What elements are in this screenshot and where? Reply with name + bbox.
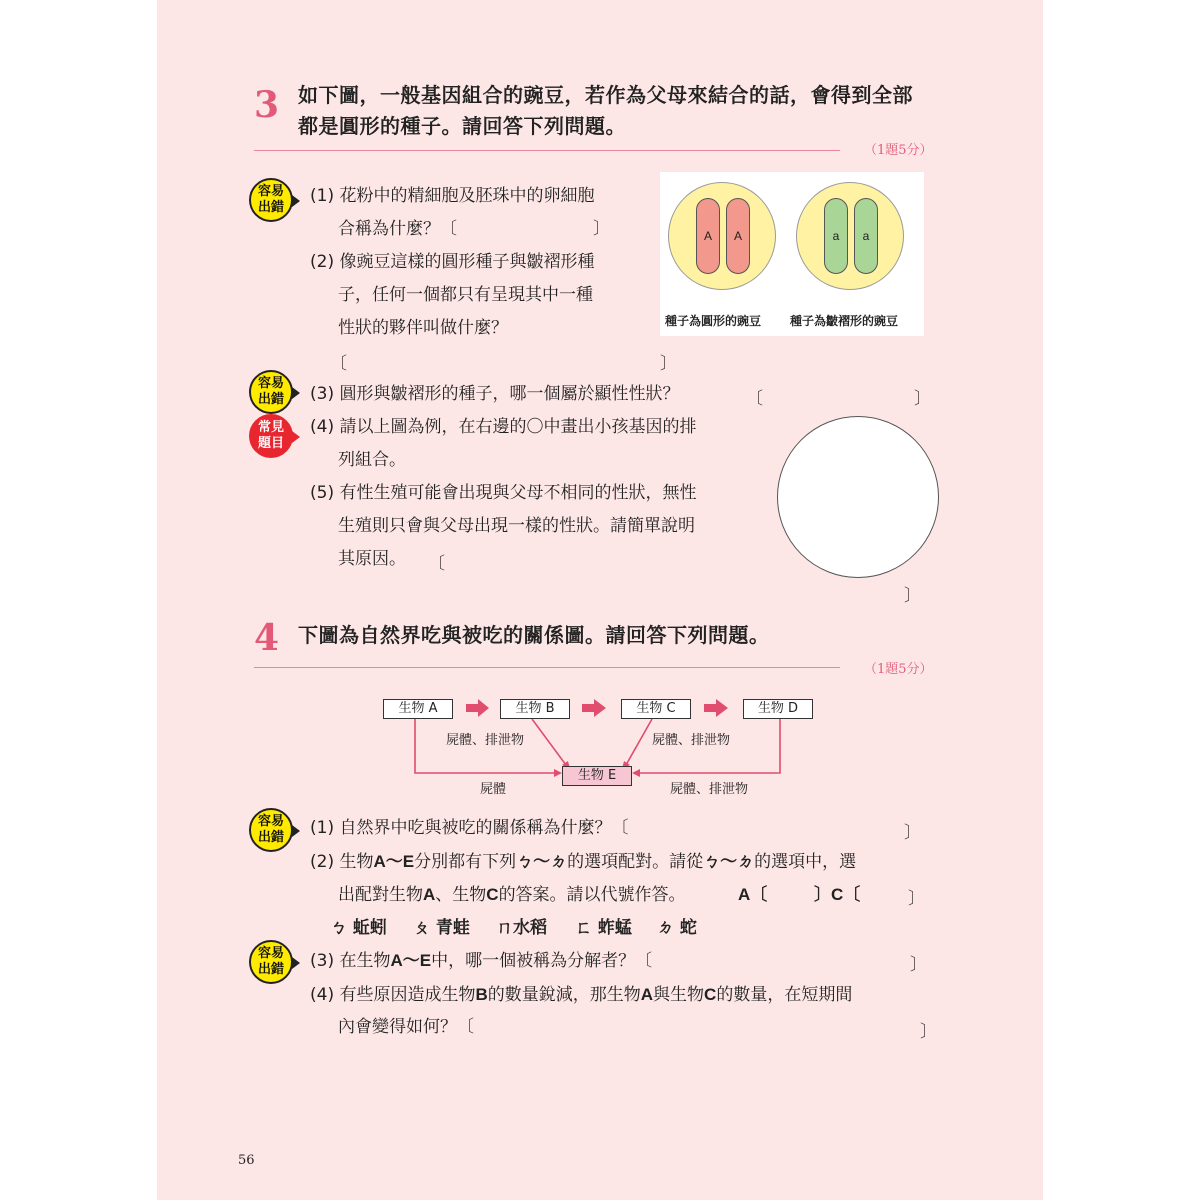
answer-bracket-open: 〔 — [428, 554, 445, 574]
question-4-divider — [254, 667, 840, 668]
easy-mistake-badge: 容易 出錯 — [249, 178, 293, 222]
round-pea-caption: 種子為圓形的豌豆 — [665, 314, 762, 328]
common-question-badge: 常見 題目 — [249, 414, 293, 458]
organism-a-box: 生物 A — [383, 699, 453, 719]
wrinkled-pea-cell — [796, 182, 904, 290]
chromosome-A: A — [696, 198, 720, 274]
q3-item-2-line2: 子，任何一個都只有呈現其中一種 — [338, 285, 593, 305]
question-3-number: 3 — [254, 84, 280, 126]
option-f: ㄈ 蚱蜢 — [575, 918, 632, 938]
question-4-title: 下圖為自然界吃與被吃的關係圖。請回答下列問題。 — [298, 623, 770, 647]
organism-d-box: 生物 D — [743, 699, 813, 719]
question-3-score: （1題5分） — [864, 143, 933, 158]
answer-drawing-circle[interactable] — [777, 416, 939, 578]
q4-item-1: (1) 自然界中吃與被吃的關係稱為什麼？〔 — [310, 818, 629, 838]
q3-item-5-line1: (5) 有性生殖可能會出現與父母不相同的性狀，無性 — [310, 483, 697, 503]
organism-c-box: 生物 C — [621, 699, 691, 719]
arrowhead — [554, 769, 562, 777]
q3-item-5-line3: 其原因。 — [338, 549, 406, 569]
q4-item-4-line1: (4) 有些原因造成生物B的數量銳減，那生物A與生物C的數量，在短期間 — [310, 985, 853, 1005]
question-3-title-line1: 如下圖，一般基因組合的豌豆，若作為父母來結合的話，會得到全部 — [298, 83, 913, 107]
answer-bracket-close: 〕 — [910, 955, 927, 975]
q4-item-2-line2: 出配對生物A、生物C的答案。請以代號作答。 — [338, 885, 686, 905]
page-number: 56 — [238, 1153, 255, 1168]
question-4-number: 4 — [254, 617, 280, 659]
flow-label: 屍體、排泄物 — [652, 733, 731, 748]
q3-item-2-line1: (2) 像豌豆這樣的圓形種子與皺褶形種 — [310, 252, 595, 272]
chromosome-a: a — [824, 198, 848, 274]
pea-gene-figure — [660, 172, 924, 336]
eats-arrow — [466, 699, 489, 717]
flow-line-c-to-e — [626, 719, 652, 765]
q4-item-2-line1: (2) 生物A～E分別都有下列ㄅ～ㄉ的選項配對。請從ㄅ～ㄉ的選項中，選 — [310, 852, 857, 872]
q4-item-2-answer-a: A〔 — [738, 885, 768, 904]
easy-mistake-badge: 容易 出錯 — [249, 940, 293, 984]
q3-item-5-line2: 生殖則只會與父母出現一樣的性狀。請簡單說明 — [338, 516, 695, 536]
flow-label: 屍體 — [480, 782, 507, 797]
option-b: ㄅ 蚯蚓 — [330, 918, 387, 938]
easy-mistake-badge: 容易 出錯 — [249, 808, 293, 852]
answer-bracket-close: 〕 — [920, 1022, 937, 1042]
organism-e-box: 生物 E — [562, 766, 632, 786]
question-3-divider — [254, 150, 840, 151]
answer-bracket-close: 〕 — [904, 823, 921, 843]
option-p: ㄆ 青蛙 — [413, 918, 470, 938]
q3-item-1-line1: (1) 花粉中的精細胞及胚珠中的卵細胞 — [310, 186, 595, 206]
flow-label: 屍體、排泄物 — [446, 733, 525, 748]
answer-bracket-close: 〕 — [908, 889, 925, 909]
q3-item-2-line3: 性狀的夥伴叫做什麼？ — [338, 318, 508, 338]
question-4-score: （1題5分） — [864, 662, 933, 677]
chromosome-A: A — [726, 198, 750, 274]
q4-item-3: (3) 在生物A～E中，哪一個被稱為分解者？〔 — [310, 951, 653, 971]
round-pea-cell — [668, 182, 776, 290]
answer-bracket-close: 〕 — [660, 354, 677, 374]
answer-bracket-close: 〕 — [904, 586, 921, 606]
q4-item-2-answer-c: 〕C〔 — [814, 885, 861, 904]
question-3-title-line2: 都是圓形的種子。請回答下列問題。 — [298, 114, 626, 138]
q3-item-3-line1: (3) 圓形與皺褶形的種子，哪一個屬於顯性性狀？ — [310, 384, 680, 404]
answer-bracket-open: 〔 — [330, 354, 347, 374]
wrinkled-pea-caption: 種子為皺褶形的豌豆 — [790, 314, 899, 328]
chromosome-a: a — [854, 198, 878, 274]
flow-line-b-to-e — [532, 719, 566, 765]
q3-item-4-line1: (4) 請以上圖為例，在右邊的〇中畫出小孩基因的排 — [310, 417, 697, 437]
flow-label: 屍體、排泄物 — [670, 782, 749, 797]
eats-arrow — [704, 699, 728, 717]
q3-item-1-line2: 合稱為什麼？〔 〕 — [338, 219, 610, 239]
organism-b-box: 生物 B — [500, 699, 570, 719]
easy-mistake-badge: 容易 出錯 — [249, 370, 293, 414]
q4-item-4-line2: 內會變得如何？〔 — [338, 1017, 474, 1037]
arrowhead — [632, 769, 640, 777]
q3-item-4-line2: 列組合。 — [338, 450, 406, 470]
eats-arrow — [582, 699, 606, 717]
option-d: ㄉ 蛇 — [657, 918, 697, 938]
option-m: ㄇ水稻 — [496, 918, 547, 938]
answer-bracket-open: 〔 — [746, 389, 763, 409]
answer-bracket-close: 〕 — [914, 389, 931, 409]
